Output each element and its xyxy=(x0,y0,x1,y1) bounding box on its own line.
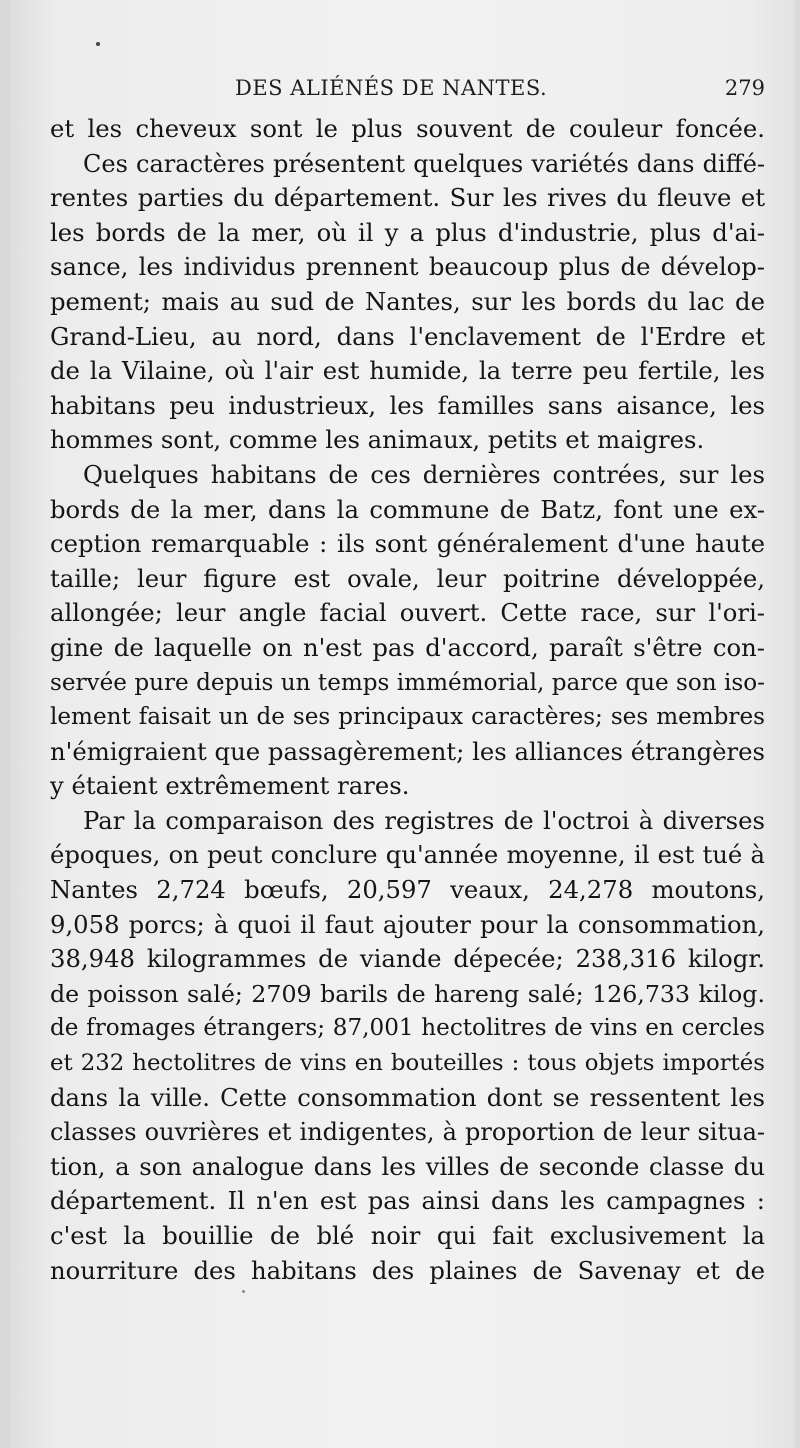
text-line: tion, a son analogue dans les villes de seconde classe du xyxy=(50,1151,765,1181)
text-line: ception remarquable : ils sont généralement d'une haute xyxy=(50,529,765,559)
text-line: taille; leur figure est ovale, leur poitrine développée, xyxy=(50,563,765,593)
text-line: y étaient extrêmement rares. xyxy=(50,771,410,801)
ink-speck xyxy=(242,1290,245,1293)
text-line: nourriture des habitans des plaines de Savenay et de xyxy=(50,1255,765,1285)
text-line: c'est la bouillie de blé noir qui fait exclusivement la xyxy=(50,1221,765,1250)
text-line: époques, on peut conclure qu'année moyenne, il est tué à xyxy=(50,840,765,870)
text-line: habitans peu industrieux, les familles sans aisance, les xyxy=(50,390,765,420)
text-line: gine de laquelle on n'est pas d'accord, paraît s'être con- xyxy=(50,632,765,662)
text-line: Grand-Lieu, au nord, dans l'enclavement de l'Erdre et xyxy=(50,321,765,351)
text-line: n'émigraient que passagèrement; les alliances étrangères xyxy=(50,736,765,766)
body-text xyxy=(50,112,765,1288)
running-title: DES ALIÉNÉS DE NANTES. xyxy=(235,76,548,100)
page-number: 279 xyxy=(724,76,765,100)
text-line: et les cheveux sont le plus souvent de couleur foncée. xyxy=(50,114,765,143)
text-line: et 232 hectolitres de vins en bouteilles : tous objets importés xyxy=(50,1050,765,1077)
text-line: allongée; leur angle facial ouvert. Cette race, sur l'ori- xyxy=(50,598,765,628)
text-line: rentes parties du département. Sur les rives du fleuve et xyxy=(50,183,765,213)
text-line: sance, les individus prennent beaucoup plus de dévelop- xyxy=(50,252,765,282)
text-line: Nantes 2,724 bœufs, 20,597 veaux, 24,278 moutons, xyxy=(50,875,765,905)
text-line: bords de la mer, dans la commune de Batz, font une ex- xyxy=(50,494,765,524)
ink-speck xyxy=(96,42,100,46)
text-line: hommes sont, comme les animaux, petits et maigres. xyxy=(50,425,705,455)
text-line: Quelques habitans de ces dernières contrées, sur les xyxy=(83,459,765,489)
text-line: les bords de la mer, où il y a plus d'industrie, plus d'ai- xyxy=(50,217,765,247)
text-line: de la Vilaine, où l'air est humide, la terre peu fertile, les xyxy=(50,356,765,386)
text-line: 9,058 porcs; à quoi il faut ajouter pour la consommation, xyxy=(50,909,765,939)
text-line: de fromages étrangers; 87,001 hectolitres de vins en cercles xyxy=(50,1015,765,1042)
text-line: Par la comparaison des registres de l'octroi à diverses xyxy=(83,805,765,835)
text-line: lement faisait un de ses principaux caractères; ses membres xyxy=(50,704,765,731)
text-line: pement; mais au sud de Nantes, sur les bords du lac de xyxy=(50,286,765,316)
book-page xyxy=(10,0,795,1448)
text-line: servée pure depuis un temps immémorial, parce que son iso- xyxy=(50,669,765,696)
text-line: dans la ville. Cette consommation dont se ressentent les xyxy=(50,1082,765,1112)
text-line: département. Il n'en est pas ainsi dans les campagnes : xyxy=(50,1186,765,1216)
text-line: classes ouvrières et indigentes, à proportion de leur situa- xyxy=(50,1118,765,1147)
page-header xyxy=(50,74,765,104)
text-line: 38,948 kilogrammes de viande dépecée; 238,316 kilogr. xyxy=(50,944,765,974)
text-line: de poisson salé; 2709 barils de hareng salé; 126,733 kilog. xyxy=(50,979,765,1008)
text-line: Ces caractères présentent quelques variétés dans diffé- xyxy=(83,149,765,178)
